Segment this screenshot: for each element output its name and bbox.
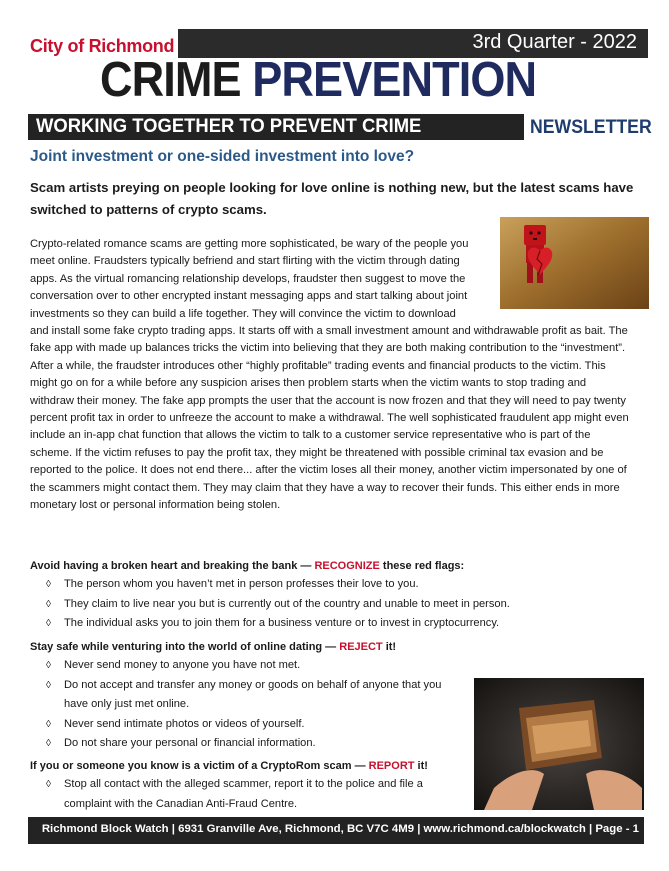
list-item-text: Never send intimate photos or videos of yourself. bbox=[64, 717, 305, 730]
diamond-bullet-icon: ◊ bbox=[46, 738, 51, 749]
newsletter-title bbox=[100, 52, 536, 108]
recognize-heading bbox=[30, 560, 464, 572]
newsletter-label: NEWSLETTER bbox=[530, 117, 652, 138]
diamond-bullet-icon: ◊ bbox=[46, 679, 51, 691]
list-item-text: The individual asks you to join them for a business venture or to invest in cryptocurrency. bbox=[64, 617, 500, 629]
reject-list bbox=[46, 656, 456, 754]
broken-heart-photo bbox=[500, 217, 649, 309]
list-item-text: They claim to live near you but is currently out of the country and unable to meet in person. bbox=[64, 597, 510, 610]
list-item-text: Do not share your personal or financial information. bbox=[64, 737, 316, 749]
title-prevention: PREVENTION bbox=[252, 53, 537, 107]
diamond-bullet-icon: ◊ bbox=[46, 779, 51, 790]
list-item-text: The person whom you haven’t met in person professes their love to you. bbox=[64, 578, 419, 590]
list-item-text: Never send money to anyone you have not met. bbox=[64, 659, 301, 671]
quarter-label: 3rd Quarter - 2022 bbox=[472, 31, 637, 53]
list-item bbox=[46, 775, 466, 814]
footer-text: Richmond Block Watch | 6931 Granville Ave, Richmond, BC V7C 4M9 | www.richmond.ca/blockwatch | Page - 1 bbox=[41, 823, 639, 835]
list-item bbox=[46, 575, 606, 595]
recognize-keyword: RECOGNIZE bbox=[314, 560, 380, 572]
report-suffix: it! bbox=[414, 760, 428, 772]
reject-heading bbox=[30, 641, 396, 653]
reject-suffix: it! bbox=[382, 641, 397, 653]
article-lead: Scam artists preying on people looking for love online is nothing new, but the latest scams have switched to patterns of crypto scams. bbox=[30, 180, 634, 217]
diamond-bullet-icon: ◊ bbox=[46, 618, 51, 629]
list-item-text: Do not accept and transfer any money or goods on behalf of anyone that you have only just met online. bbox=[64, 678, 442, 710]
reject-keyword: REJECT bbox=[339, 641, 383, 653]
empty-wallet-photo bbox=[474, 678, 644, 810]
list-item bbox=[46, 715, 456, 735]
recognize-suffix: these red flags: bbox=[379, 560, 465, 572]
list-item bbox=[46, 614, 606, 634]
report-list bbox=[46, 775, 466, 814]
report-heading bbox=[30, 760, 428, 772]
diamond-bullet-icon: ◊ bbox=[46, 579, 51, 590]
list-item bbox=[46, 595, 606, 615]
diamond-bullet-icon: ◊ bbox=[46, 660, 51, 671]
banner-text: WORKING TOGETHER TO PREVENT CRIME bbox=[36, 116, 422, 137]
report-prefix: If you or someone you know is a victim of a CryptoRom scam — bbox=[30, 760, 369, 772]
recognize-list bbox=[46, 575, 606, 634]
title-crime: CRIME bbox=[100, 53, 253, 107]
diamond-bullet-icon: ◊ bbox=[46, 598, 51, 610]
list-item bbox=[46, 734, 456, 754]
article-body-text: Crypto-related romance scams are getting more sophisticated, be wary of the people you meet online. Fraudsters typically befriend and start flirting with the victim through dating apps. As the virtual romancing relationship develops, fraudster then suggest to move the conversation over to other encrypted instant messaging apps and start talking about joint investments so they can build a life together. They will convince the victim to download and install some fake crypto trading apps. It starts off with a small investment amount and withdrawable profit as bait. The fake app with made up balances tricks the victim into believing that they are both making contribution to the “investment”. After a while, the fraudster introduces other “highly profitable” trading events and financial products to the victim. This might go on for a while before any suspicion arises then problem starts when the victim wants to stop trading and withdraw their money. The fake app prompts the user that the account is now frozen and that they will need to pay twenty percent profit tax in order to unfreeze the account to make a withdrawal. The well sophisticated fraudulent app might even include an in-app chat function that allows the victim to talk to a customer service representative who is part of the scheme. If the victim refuses to pay the profit tax, they might be threatened with possible criminal tax evasion and be reported to the police. It does not end there... after the victim loses all their money, another victim impersonated by one of the scammers might contact them. They may claim that they have a way to recover their funds. This either ends in more monetary lost or personal information being stolen. bbox=[30, 238, 629, 512]
diamond-bullet-icon: ◊ bbox=[46, 718, 51, 730]
recognize-prefix: Avoid having a broken heart and breaking the bank — bbox=[30, 560, 315, 572]
list-item bbox=[46, 676, 456, 715]
list-item-text: Stop all contact with the alleged scammer, report it to the police and file a complaint with the Canadian Anti-Fraud Centre. bbox=[64, 778, 423, 810]
reject-prefix: Stay safe while venturing into the world of online dating — bbox=[30, 641, 340, 653]
city-name: City of Richmond bbox=[30, 36, 175, 56]
article-subtitle: Joint investment or one-sided investment into love? bbox=[30, 148, 415, 165]
list-item bbox=[46, 656, 456, 676]
report-keyword: REPORT bbox=[368, 760, 415, 772]
